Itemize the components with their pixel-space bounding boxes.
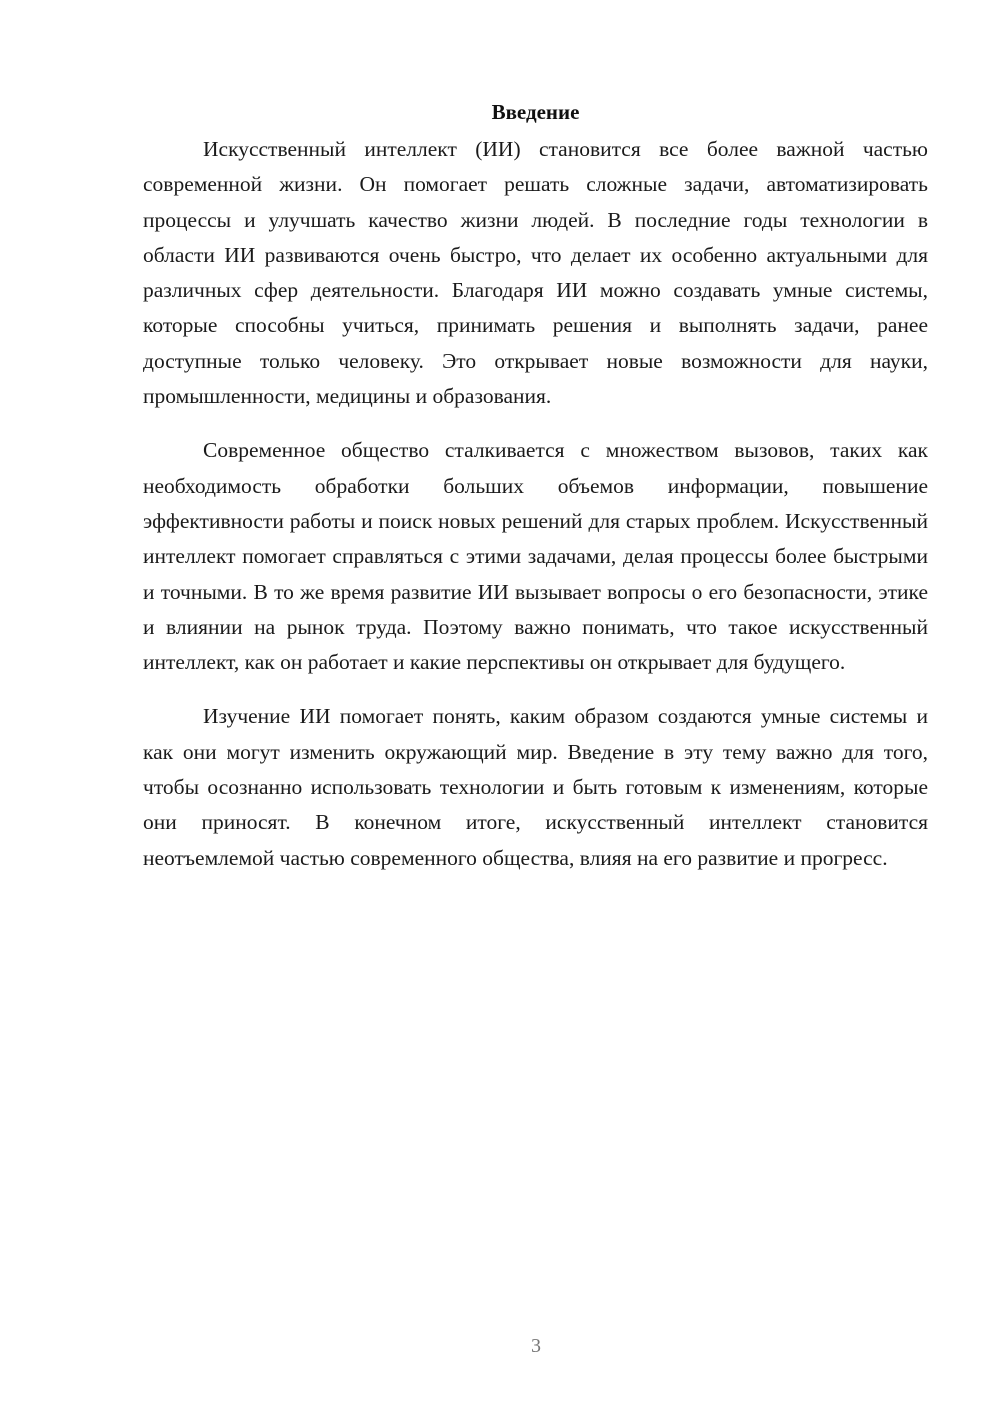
paragraph-3: Изучение ИИ помогает понять, каким образом создаются умные системы и как они могут изменить окружающий мир. Введение в эту тему важно для того, чтобы осознанно использовать технологии и быть готовым к изменениям, которые они приносят. В конечном итоге, искусственный интеллект становится неотъемлемой частью современного общества, влияя на его развитие и прогресс.	[143, 704, 928, 870]
document-body	[143, 95, 928, 895]
page-number: 3	[531, 1335, 541, 1357]
paragraph-2: Современное общество сталкивается с множеством вызовов, таких как необходимость обработки больших объемов информации, повышение эффективности работы и поиск новых решений для старых проблем. Искусственный интеллект помогает справляться с этими задачами, делая процессы более быстрыми и точными. В то же время развитие ИИ вызывает вопросы о его безопасности, этике и влиянии на рынок труда. Поэтому важно понимать, что такое искусственный интеллект, как он работает и какие перспективы он открывает для будущего.	[143, 438, 928, 675]
paragraph-1: Искусственный интеллект (ИИ) становится все более важной частью современной жизни. Он помогает решать сложные задачи, автоматизировать процессы и улучшать качество жизни людей. В последние годы технологии в области ИИ развиваются очень быстро, что делает их особенно актуальными для различных сфер деятельности. Благодаря ИИ можно создавать умные системы, которые способны учиться, принимать решения и выполнять задачи, ранее доступные только человеку. Это открывает новые возможности для науки, промышленности, медицины и образования.	[143, 137, 928, 409]
page-title: Введение	[491, 100, 580, 124]
